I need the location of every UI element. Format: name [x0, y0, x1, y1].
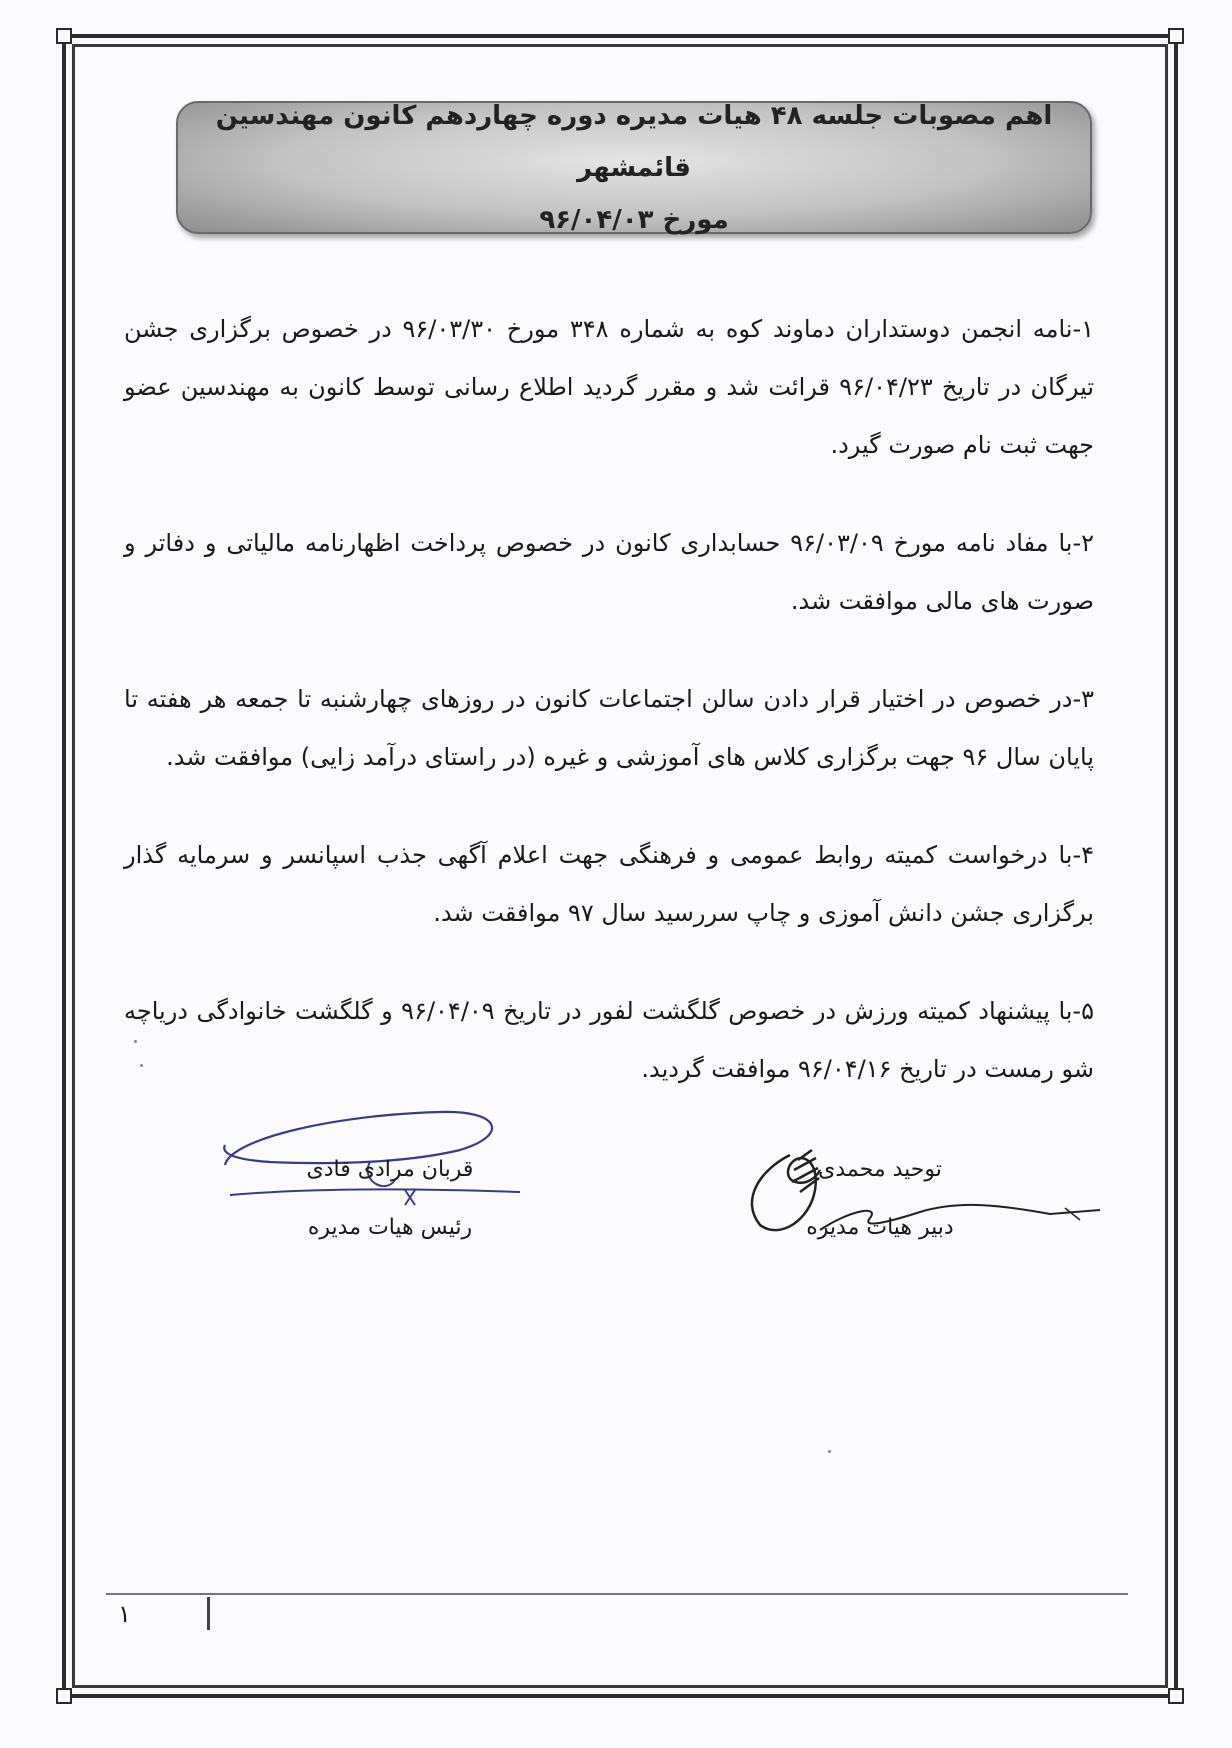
resolutions-list	[124, 300, 1094, 1138]
secretary-role: دبیر هیات مدیره	[806, 1215, 954, 1240]
scan-speck	[134, 1040, 137, 1043]
secretary-signature-scribble	[720, 1130, 1100, 1250]
resolution-item-2: ۲-با مفاد نامه مورخ ۹۶/۰۳/۰۹ حسابداری کانون در خصوص پرداخت اظهارنامه مالیاتی و دفاتر و صورت های مالی موافقت شد.	[124, 529, 1094, 615]
secretary-name: توحید محمدی	[818, 1157, 942, 1182]
president-role: رئیس هیات مدیره	[307, 1215, 473, 1240]
document-title: اهم مصوبات جلسه ۴۸ هیات مدیره دوره چهاردهم کانون مهندسین قائمشهر	[215, 100, 1053, 183]
resolution-item-5: ۵-با پیشنهاد کمیته ورزش در خصوص گلگشت لفور در تاریخ ۹۶/۰۴/۰۹ و گلگشت خانوادگی دریاچه شو رمست در تاریخ ۹۶/۰۴/۱۶ موافقت گردید.	[124, 997, 1094, 1083]
footer-divider	[106, 1593, 1128, 1595]
president-signature-block	[270, 1140, 510, 1248]
resolution-item-3: ۳-در خصوص در اختیار قرار دادن سالن اجتماعات کانون در روزهای چهارشنبه تا جمعه هر هفته تا پایان سال ۹۶ جهت برگزاری کلاس های آموزشی و غیره (در راستای درآمد زایی) موافقت شد.	[124, 685, 1094, 771]
scan-speck	[140, 1064, 143, 1067]
scan-speck	[828, 1450, 831, 1453]
border-corner	[56, 1688, 72, 1704]
footer-tick	[207, 1597, 210, 1630]
border-corner	[56, 28, 72, 44]
president-name: قربان مرادی قادی	[306, 1157, 474, 1182]
page-number: ۱	[118, 1600, 131, 1628]
document-date: مورخ ۹۶/۰۴/۰۳	[539, 204, 729, 235]
border-corner	[1168, 28, 1184, 44]
resolution-item-4: ۴-با درخواست کمیته روابط عمومی و فرهنگی جهت اعلام آگهی جذب اسپانسر و سرمایه گذار برگزاری جشن دانش آموزی و چاپ سررسید سال ۹۷ موافقت شد.	[124, 841, 1094, 927]
resolution-item-1: ۱-نامه انجمن دوستداران دماوند کوه به شماره ۳۴۸ مورخ ۹۶/۰۳/۳۰ در خصوص برگزاری جشن تیرگان در تاریخ ۹۶/۰۴/۲۳ قرائت شد و مقرر گردید اطلاع رسانی توسط کانون به مهندسین عضو جهت ثبت نام صورت گیرد.	[124, 315, 1095, 459]
title-box	[176, 101, 1092, 234]
border-corner	[1168, 1688, 1184, 1704]
